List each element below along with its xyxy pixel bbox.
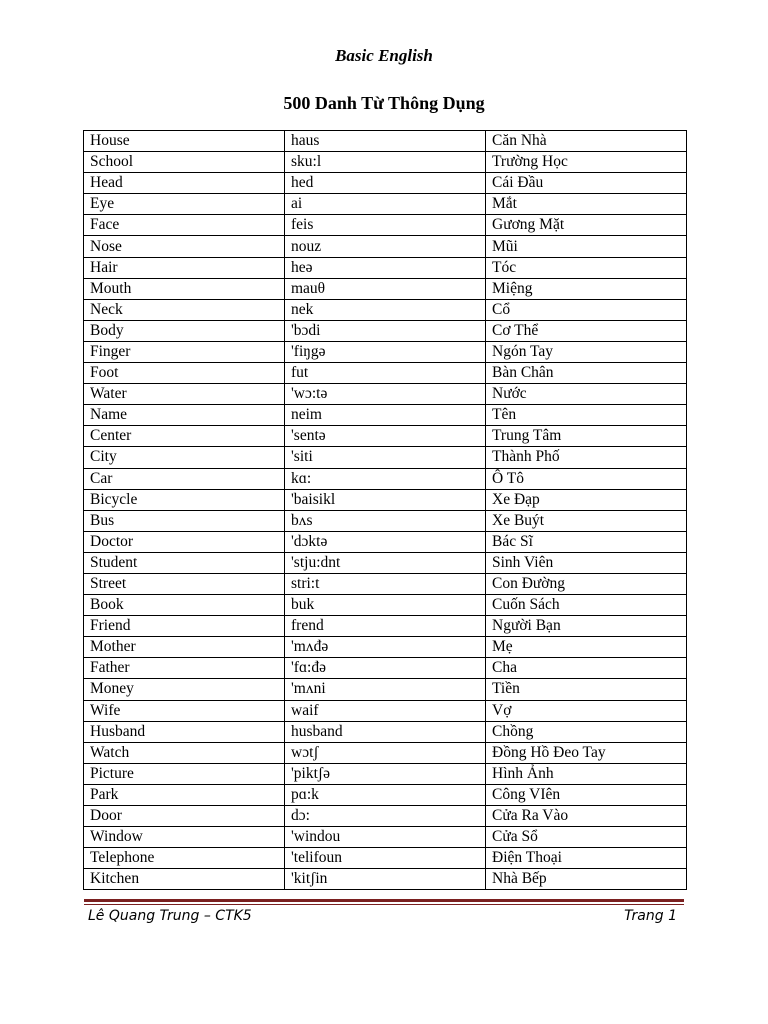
table-row — [84, 194, 687, 215]
word-cell: Mother — [84, 637, 285, 658]
meaning-cell: Ngón Tay — [486, 341, 687, 362]
meaning-cell: Nước — [486, 384, 687, 405]
pronunciation-cell: hed — [285, 173, 486, 194]
word-cell: Bicycle — [84, 489, 285, 510]
pronunciation-cell: nek — [285, 299, 486, 320]
table-row — [84, 131, 687, 152]
pronunciation-cell: 'stju:dnt — [285, 552, 486, 573]
word-cell: Nose — [84, 236, 285, 257]
word-cell: Face — [84, 215, 285, 236]
pronunciation-cell: 'baisikl — [285, 489, 486, 510]
table-row — [84, 742, 687, 763]
meaning-cell: Mắt — [486, 194, 687, 215]
meaning-cell: Cửa Ra Vào — [486, 806, 687, 827]
meaning-cell: Căn Nhà — [486, 131, 687, 152]
vocabulary-table-body — [84, 131, 687, 890]
pronunciation-cell: 'telifoun — [285, 848, 486, 869]
pronunciation-cell: frend — [285, 616, 486, 637]
pronunciation-cell: 'windou — [285, 827, 486, 848]
pronunciation-cell: 'mʌđə — [285, 637, 486, 658]
table-row — [84, 152, 687, 173]
meaning-cell: Sinh Viên — [486, 552, 687, 573]
word-cell: Friend — [84, 616, 285, 637]
meaning-cell: Thành Phố — [486, 447, 687, 468]
table-row — [84, 827, 687, 848]
meaning-cell: Hình Ảnh — [486, 763, 687, 784]
meaning-cell: Cuốn Sách — [486, 595, 687, 616]
meaning-cell: Cổ — [486, 299, 687, 320]
word-cell: Telephone — [84, 848, 285, 869]
pronunciation-cell: sku:l — [285, 152, 486, 173]
meaning-cell: Xe Đạp — [486, 489, 687, 510]
table-row — [84, 637, 687, 658]
word-cell: Water — [84, 384, 285, 405]
word-cell: Husband — [84, 721, 285, 742]
word-cell: Mouth — [84, 278, 285, 299]
word-cell: Head — [84, 173, 285, 194]
word-cell: Window — [84, 827, 285, 848]
meaning-cell: Vợ — [486, 700, 687, 721]
table-row — [84, 257, 687, 278]
meaning-cell: Bác Sĩ — [486, 531, 687, 552]
meaning-cell: Cha — [486, 658, 687, 679]
meaning-cell: Nhà Bếp — [486, 869, 687, 890]
meaning-cell: Xe Buýt — [486, 510, 687, 531]
pronunciation-cell: ai — [285, 194, 486, 215]
meaning-cell: Cửa Sổ — [486, 827, 687, 848]
table-row — [84, 363, 687, 384]
word-cell: Bus — [84, 510, 285, 531]
pronunciation-cell: husband — [285, 721, 486, 742]
pronunciation-cell: feis — [285, 215, 486, 236]
pronunciation-cell: fut — [285, 363, 486, 384]
table-row — [84, 320, 687, 341]
meaning-cell: Mẹ — [486, 637, 687, 658]
meaning-cell: Tóc — [486, 257, 687, 278]
footer-rule — [84, 899, 684, 905]
word-cell: Center — [84, 426, 285, 447]
meaning-cell: Mũi — [486, 236, 687, 257]
table-row — [84, 341, 687, 362]
document-title: 500 Danh Từ Thông Dụng — [283, 93, 485, 113]
meaning-cell: Tên — [486, 405, 687, 426]
pronunciation-cell: dɔ: — [285, 806, 486, 827]
meaning-cell: Điện Thoại — [486, 848, 687, 869]
header-title: Basic English — [335, 46, 433, 65]
table-row — [84, 489, 687, 510]
word-cell: Picture — [84, 763, 285, 784]
meaning-cell: Con Đường — [486, 573, 687, 594]
pronunciation-cell: 'fɑ:đə — [285, 658, 486, 679]
word-cell: Doctor — [84, 531, 285, 552]
pronunciation-cell: neim — [285, 405, 486, 426]
table-row — [84, 447, 687, 468]
word-cell: Finger — [84, 341, 285, 362]
pronunciation-cell: mauθ — [285, 278, 486, 299]
pronunciation-cell: heə — [285, 257, 486, 278]
word-cell: Park — [84, 784, 285, 805]
meaning-cell: Cơ Thể — [486, 320, 687, 341]
meaning-cell: Người Bạn — [486, 616, 687, 637]
word-cell: Wife — [84, 700, 285, 721]
table-row — [84, 806, 687, 827]
pronunciation-cell: 'fiŋgə — [285, 341, 486, 362]
table-row — [84, 384, 687, 405]
pronunciation-cell: kɑ: — [285, 468, 486, 489]
table-row — [84, 552, 687, 573]
meaning-cell: Ô Tô — [486, 468, 687, 489]
word-cell: Body — [84, 320, 285, 341]
pronunciation-cell: wɔtʃ — [285, 742, 486, 763]
table-row — [84, 215, 687, 236]
word-cell: Book — [84, 595, 285, 616]
pronunciation-cell: waif — [285, 700, 486, 721]
word-cell: Car — [84, 468, 285, 489]
pronunciation-cell: bʌs — [285, 510, 486, 531]
word-cell: Father — [84, 658, 285, 679]
table-row — [84, 784, 687, 805]
table-row — [84, 763, 687, 784]
meaning-cell: Gương Mặt — [486, 215, 687, 236]
word-cell: School — [84, 152, 285, 173]
table-row — [84, 426, 687, 447]
pronunciation-cell: buk — [285, 595, 486, 616]
pronunciation-cell: 'mʌni — [285, 679, 486, 700]
meaning-cell: Trung Tâm — [486, 426, 687, 447]
word-cell: Hair — [84, 257, 285, 278]
table-row — [84, 848, 687, 869]
meaning-cell: Cái Đầu — [486, 173, 687, 194]
footer-author: Lê Quang Trung – CTK5 — [88, 908, 252, 924]
meaning-cell: Tiền — [486, 679, 687, 700]
meaning-cell: Trường Học — [486, 152, 687, 173]
pronunciation-cell: 'piktʃə — [285, 763, 486, 784]
word-cell: Name — [84, 405, 285, 426]
word-cell: Eye — [84, 194, 285, 215]
table-row — [84, 679, 687, 700]
meaning-cell: Chồng — [486, 721, 687, 742]
table-row — [84, 299, 687, 320]
word-cell: Street — [84, 573, 285, 594]
footer-rule-thin — [84, 904, 684, 905]
table-row — [84, 531, 687, 552]
pronunciation-cell: 'siti — [285, 447, 486, 468]
table-row — [84, 869, 687, 890]
word-cell: Foot — [84, 363, 285, 384]
pronunciation-cell: 'kitʃin — [285, 869, 486, 890]
word-cell: Watch — [84, 742, 285, 763]
meaning-cell: Bàn Chân — [486, 363, 687, 384]
table-row — [84, 721, 687, 742]
footer-page-number: Trang 1 — [624, 908, 677, 924]
pronunciation-cell: haus — [285, 131, 486, 152]
word-cell: Neck — [84, 299, 285, 320]
table-row — [84, 595, 687, 616]
word-cell: Student — [84, 552, 285, 573]
table-row — [84, 658, 687, 679]
meaning-cell: Đồng Hồ Đeo Tay — [486, 742, 687, 763]
footer-rule-thick — [84, 899, 684, 902]
table-row — [84, 573, 687, 594]
word-cell: Money — [84, 679, 285, 700]
word-cell: City — [84, 447, 285, 468]
table-row — [84, 236, 687, 257]
pronunciation-cell: pɑ:k — [285, 784, 486, 805]
pronunciation-cell: stri:t — [285, 573, 486, 594]
pronunciation-cell: 'bɔdi — [285, 320, 486, 341]
word-cell: Door — [84, 806, 285, 827]
table-row — [84, 700, 687, 721]
word-cell: Kitchen — [84, 869, 285, 890]
table-row — [84, 510, 687, 531]
vocabulary-table — [83, 130, 687, 890]
meaning-cell: Miệng — [486, 278, 687, 299]
table-row — [84, 468, 687, 489]
table-row — [84, 405, 687, 426]
table-row — [84, 616, 687, 637]
word-cell: House — [84, 131, 285, 152]
pronunciation-cell: nouz — [285, 236, 486, 257]
pronunciation-cell: 'dɔktə — [285, 531, 486, 552]
table-row — [84, 278, 687, 299]
table-row — [84, 173, 687, 194]
pronunciation-cell: 'sentə — [285, 426, 486, 447]
meaning-cell: Công VIên — [486, 784, 687, 805]
pronunciation-cell: 'wɔ:tə — [285, 384, 486, 405]
